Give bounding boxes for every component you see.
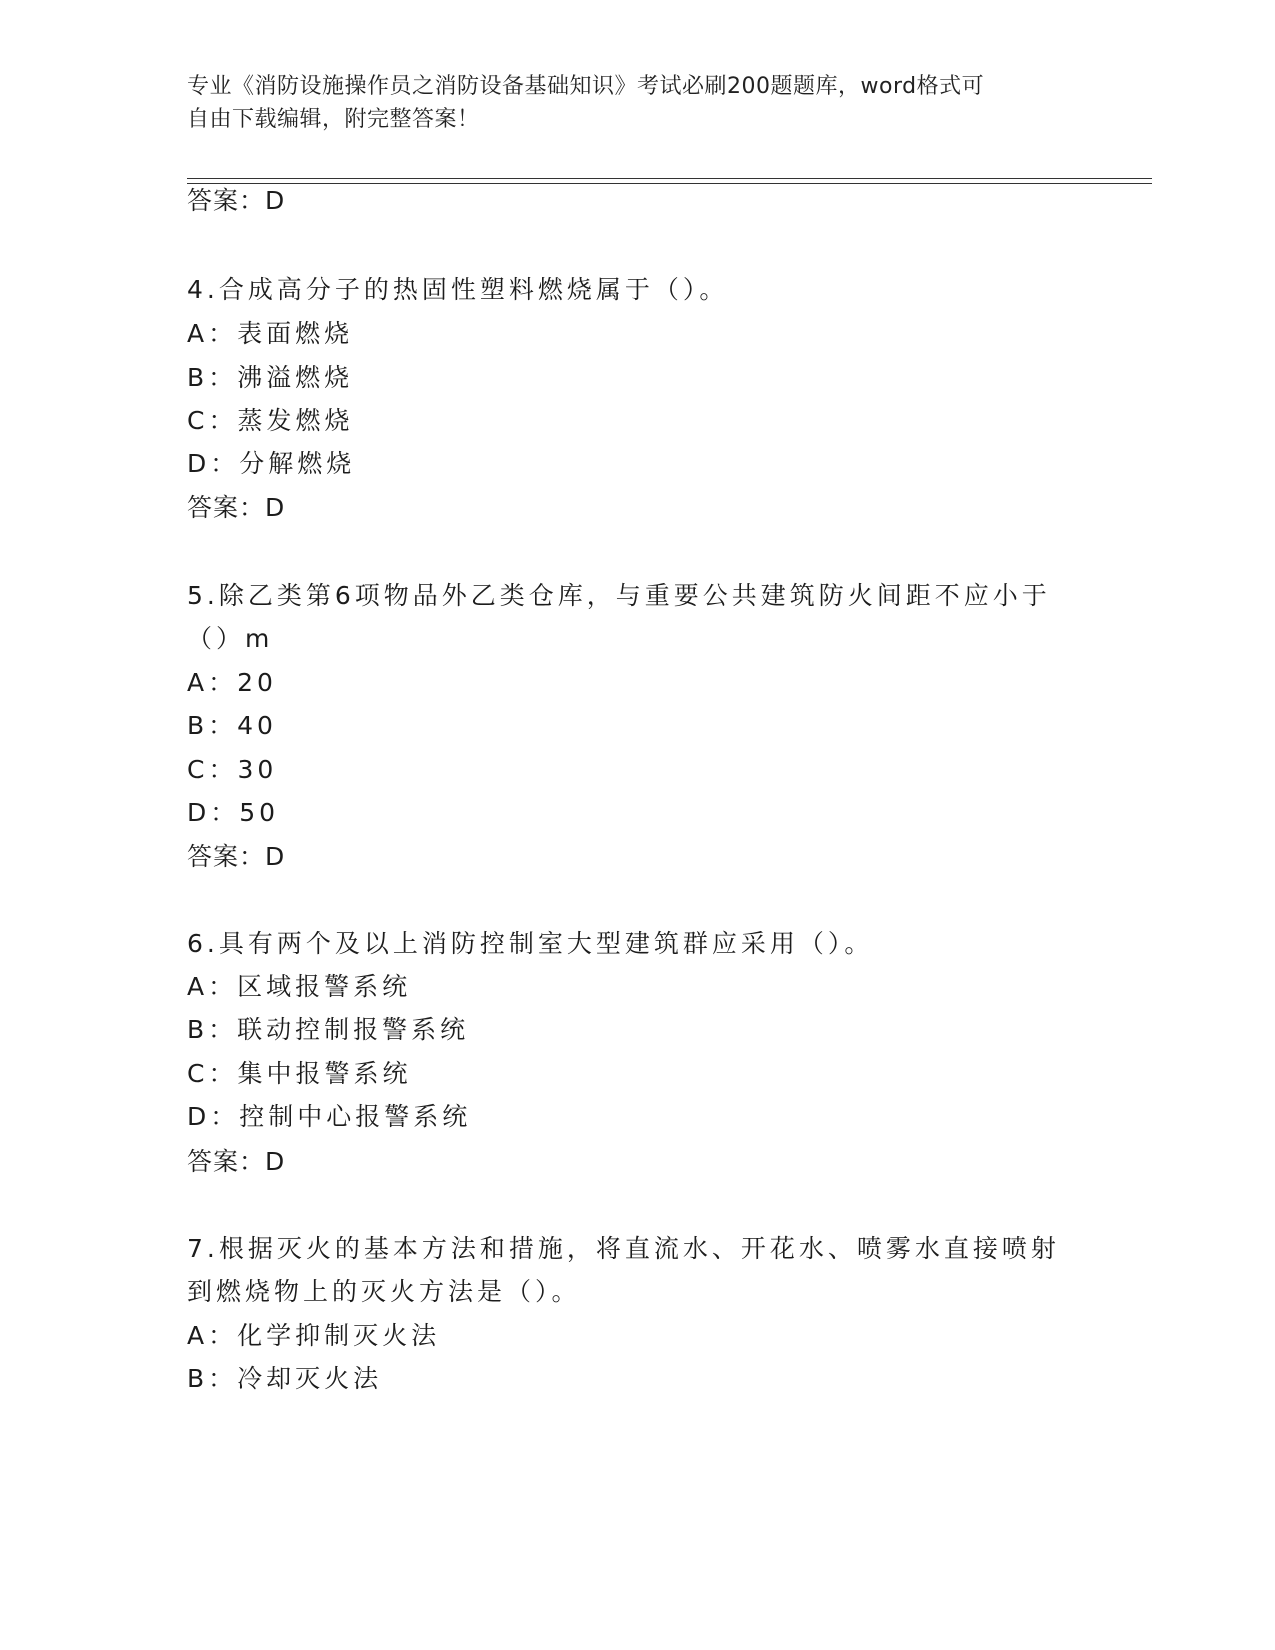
question-6-answer: 答案：D — [187, 1147, 286, 1176]
question-7-option-b: B：冷却灭火法 — [187, 1364, 383, 1393]
header-divider-bottom — [187, 183, 1152, 184]
question-4-option-d: D：分解燃烧 — [187, 449, 356, 478]
question-6-option-c: C：集中报警系统 — [187, 1059, 412, 1088]
question-6-option-d: D：控制中心报警系统 — [187, 1102, 472, 1131]
question-4-answer: 答案：D — [187, 493, 286, 522]
question-4-stem: 4.合成高分子的热固性塑料燃烧属于（）。 — [187, 275, 729, 304]
question-5-option-d: D：50 — [187, 798, 280, 827]
question-5-option-a: A：20 — [187, 668, 277, 697]
question-5-answer: 答案：D — [187, 842, 286, 871]
question-5-option-c: C：30 — [187, 755, 278, 784]
question-7-option-a: A：化学抑制灭火法 — [187, 1321, 441, 1350]
previous-answer: 答案：D — [187, 186, 286, 215]
question-4-option-a: A：表面燃烧 — [187, 319, 354, 348]
question-6-option-a: A：区域报警系统 — [187, 972, 412, 1001]
question-5-stem-line-1: 5.除乙类第6项物品外乙类仓库，与重要公共建筑防火间距不应小于 — [187, 581, 1051, 610]
header-line-1: 专业《消防设施操作员之消防设备基础知识》考试必刷200题题库，word格式可 — [187, 74, 985, 99]
header-line-2: 自由下载编辑，附完整答案！ — [187, 107, 480, 132]
question-6-option-b: B：联动控制报警系统 — [187, 1015, 470, 1044]
question-5-option-b: B：40 — [187, 711, 277, 740]
question-4-option-c: C：蒸发燃烧 — [187, 406, 354, 435]
question-6-stem: 6.具有两个及以上消防控制室大型建筑群应采用（）。 — [187, 929, 874, 958]
document-header — [187, 70, 1067, 136]
question-5-stem-line-2: （）m — [187, 624, 274, 653]
question-7-stem-line-2: 到燃烧物上的灭火方法是（）。 — [187, 1277, 581, 1306]
header-divider-top — [187, 178, 1152, 179]
question-4-option-b: B：沸溢燃烧 — [187, 363, 354, 392]
question-7-stem-line-1: 7.根据灭火的基本方法和措施，将直流水、开花水、喷雾水直接喷射 — [187, 1234, 1060, 1263]
